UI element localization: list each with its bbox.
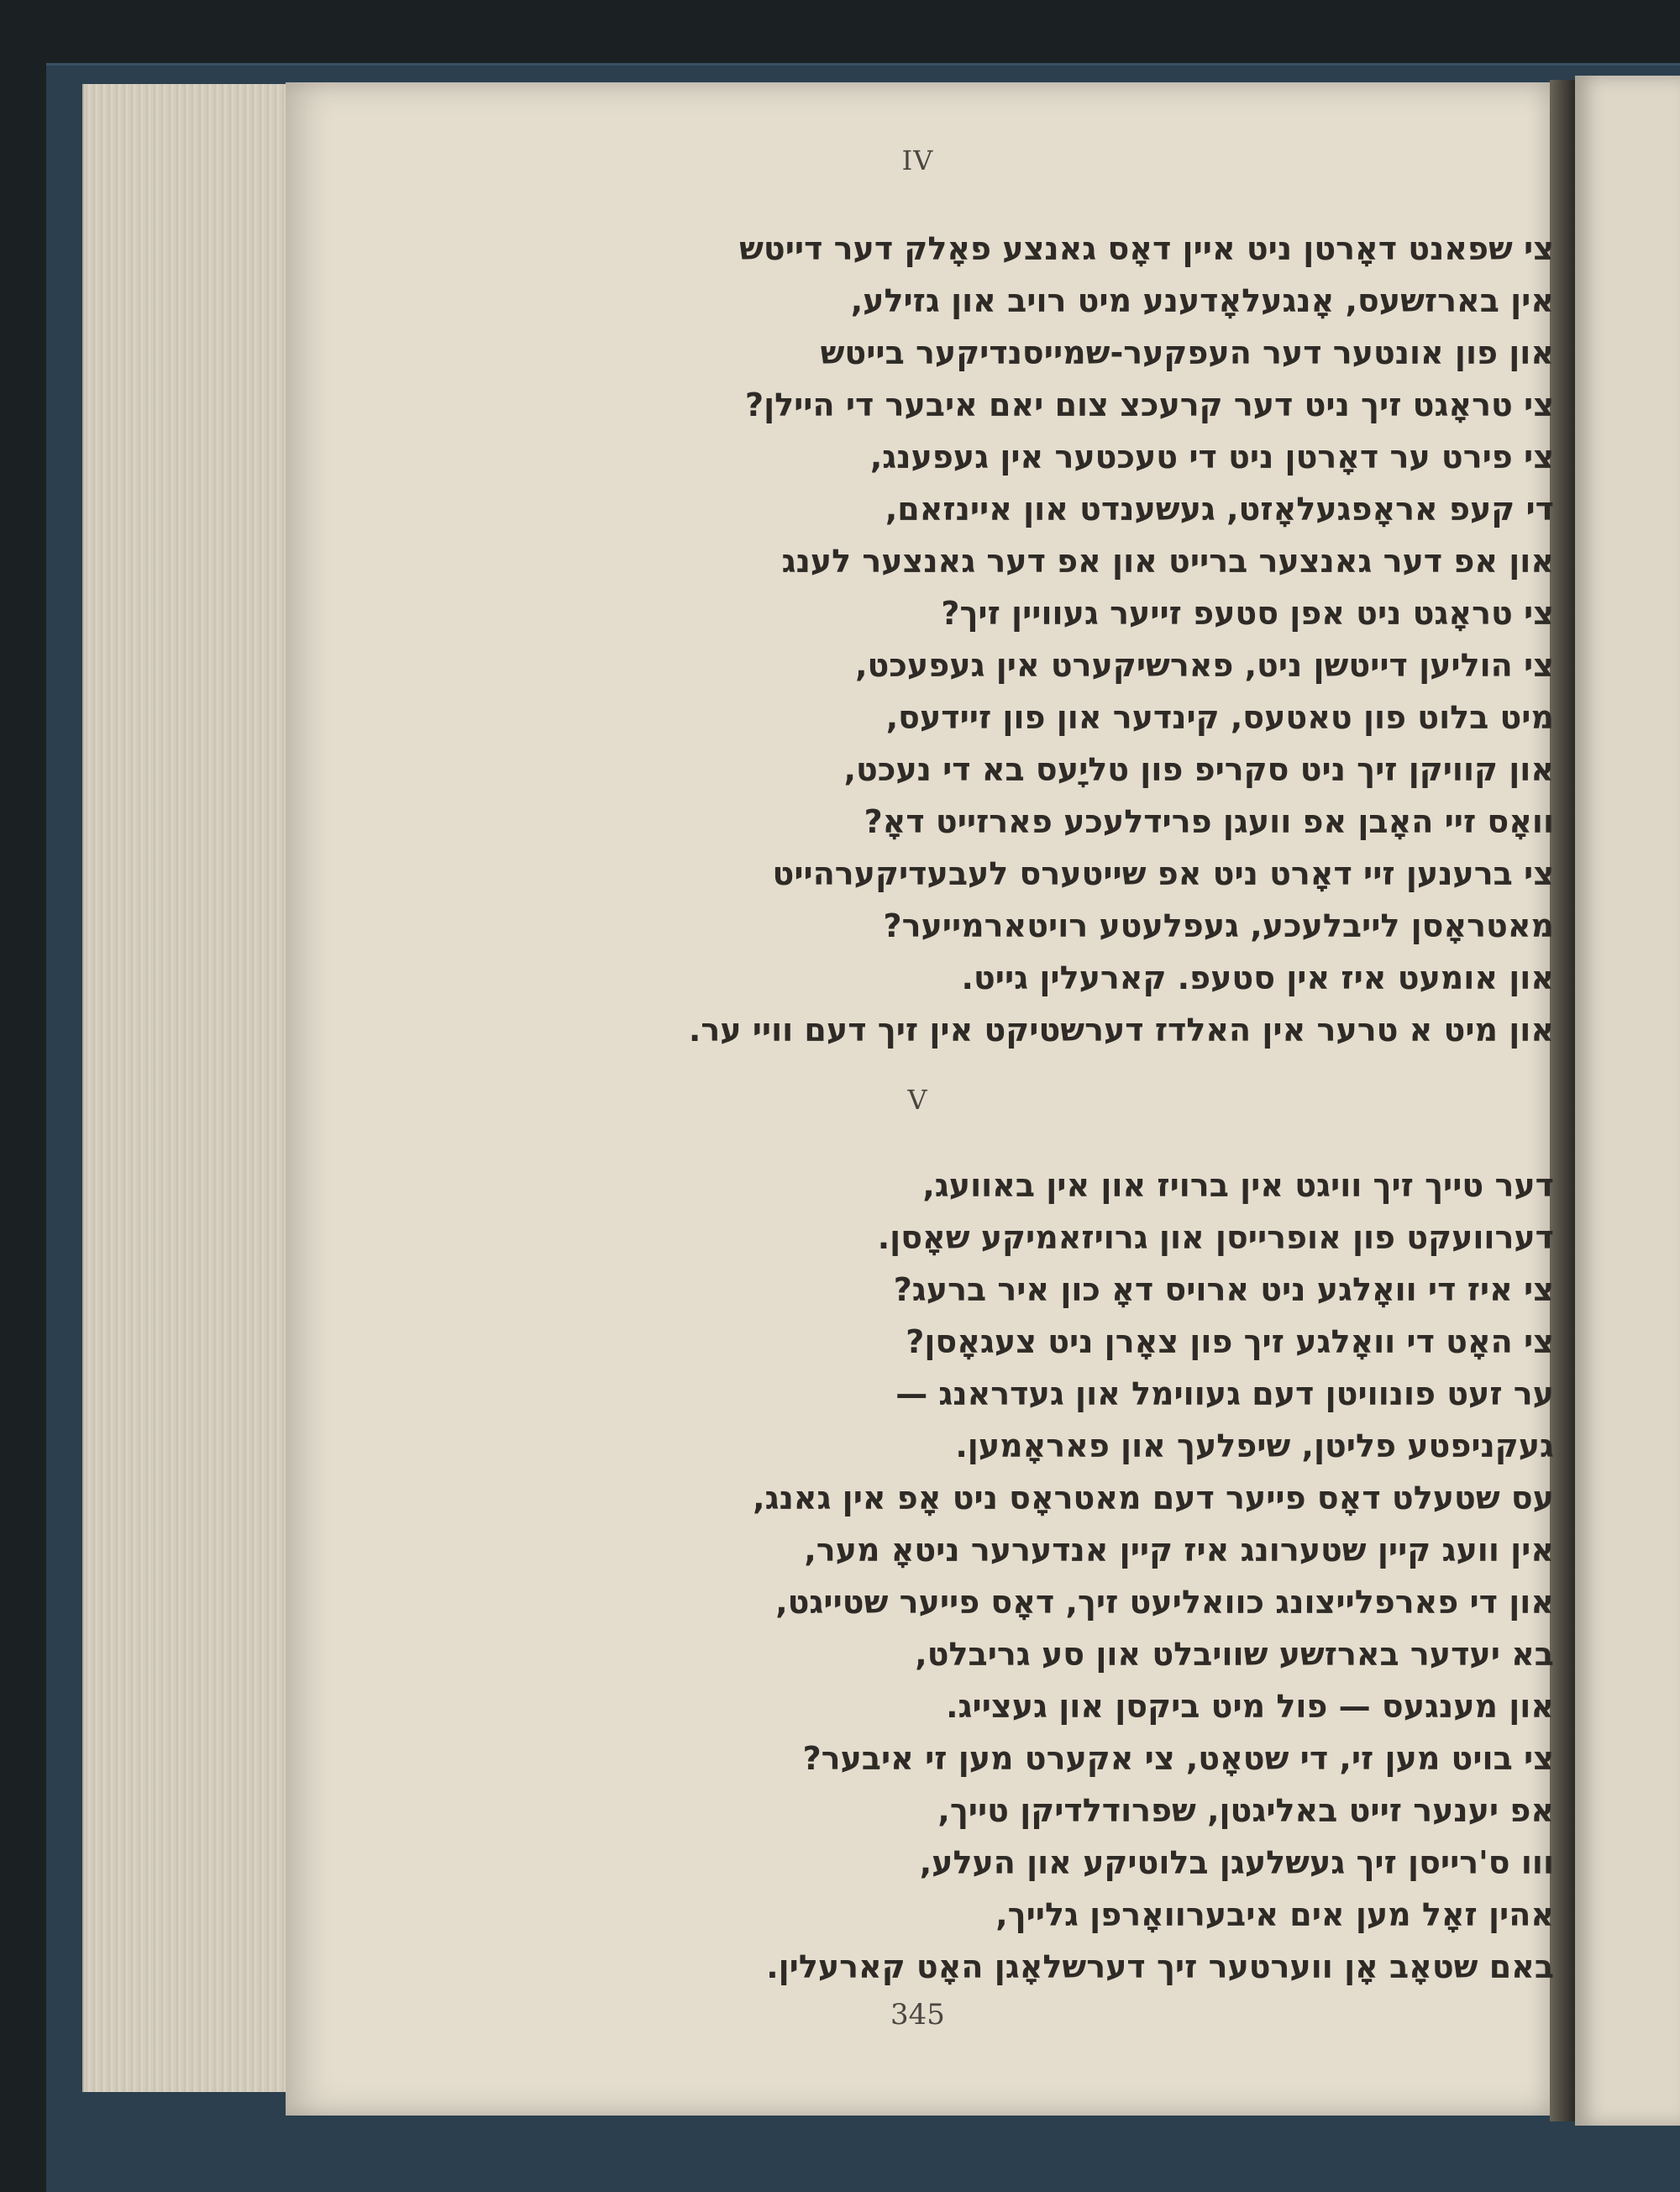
section-heading-iv: IV (901, 145, 934, 176)
poem-line: צי הוליען דייטשן ניט, פארשיקערט אין געפעכט, (855, 647, 1554, 684)
poem-line: צי בויט מען זי, די שטאָט, צי אקערט מען זי איבער? (802, 1740, 1554, 1777)
poem-line: אהין זאָל מען אים איבערוואָרפן גלייך, (995, 1896, 1554, 1933)
facing-page (1575, 76, 1680, 2126)
poem-line: וואָס זיי האָבן אפ וועגן פרידלעכע פארזייט דאָ? (864, 803, 1554, 840)
poem-line: און מענגעס — פול מיט ביקסן און געצייג. (946, 1688, 1554, 1725)
poem-line: און פון אונטער דער העפקער-שמייסנדיקער בייטש (820, 334, 1554, 371)
poem-line: אין וועג קיין שטערונג איז קיין אנדערער ניטאָ מער, (804, 1532, 1554, 1569)
poem-line: בא יעדער בארזשע שוויבלט און סע גריבלט, (915, 1636, 1554, 1673)
poem-line: אין בארזשעס, אָנגעלאָדענע מיט רויב און גזילע, (850, 282, 1554, 319)
poem-line: עס שטעלט דאָס פייער דעם מאטראָס ניט אָפ אין גאנג, (753, 1480, 1554, 1517)
poem-line: ווו ס'רייסן זיך געשלעגן בלוטיקע און העלע, (919, 1844, 1554, 1881)
poem-line: און אומעט איז אין סטעפ. קארעלין גייט. (961, 959, 1554, 996)
poem-line: מאטראָסן לייבלעכע, געפלעטע רויטארמייער? (883, 907, 1554, 944)
poem-line: און אפ דער גאנצער ברייט און אפ דער גאנצער לענג (781, 543, 1554, 580)
poem-line: מיט בלוט פון טאטעס, קינדער און פון זיידעס, (885, 699, 1554, 736)
poem-line: און די פארפלייצונג כוואליעט זיך, דאָס פייער שטייגט, (775, 1584, 1554, 1621)
poem-line: צי טראָגט ניט אפן סטעפ זייער געוויין זיך? (941, 595, 1554, 632)
section-heading-v: V (907, 1084, 928, 1116)
poem-line: און מיט א טרער אין האלדז דערשטיקט אין זיך דעם וויי ער. (688, 1012, 1554, 1049)
poem-line: צי ברענען זיי דאָרט ניט אפ שייטערס לעבעדיקערהייט (772, 855, 1554, 892)
poem-line: ער זעט פונוויטן דעם געווימל און געדראנג — (895, 1375, 1554, 1412)
poem-line: צי פירט ער דאָרטן ניט די טעכטער אין געפענג, (869, 439, 1554, 476)
poem-line: באם שטאָב אָן ווערטער זיך דערשלאָגן האָט קארעלין. (766, 1948, 1554, 1985)
poem-line: אפ יענער זייט באליגטן, שפרודלדיקן טייך, (937, 1792, 1554, 1829)
poem-line: צי איז די וואָלגע ניט ארויס דאָ כון איר ברעג? (893, 1271, 1554, 1308)
poem-line: צי האָט די וואָלגע זיך פון צאָרן ניט צעגאָסן? (906, 1323, 1554, 1360)
poem-section-v (504, 1159, 1554, 1993)
page-number: 345 (890, 1998, 945, 2032)
poem-line: דער טייך זיך וויגט אין ברויז און אין באוועג, (922, 1167, 1554, 1204)
poem-line: צי טראָגט זיך ניט דער קרעכצ צום יאם איבער די היילן? (745, 386, 1554, 423)
poem-line: די קעפ אראָפגעלאָזט, געשענדט און איינזאם, (885, 491, 1554, 528)
poem-line: געקניפטע פליטן, שיפלעך און פאראָמען. (955, 1427, 1554, 1464)
poem-line: און קוויקן זיך ניט סקריפ פון טליָעס בא די נעכט, (843, 751, 1554, 788)
poem-line: דערוועקט פון אופרייסן און גרויזאמיקע שאָסן. (877, 1219, 1554, 1256)
page-edges (82, 84, 290, 2092)
poem-section-iv (504, 223, 1554, 1056)
poem-line: צי שפאנט דאָרטן ניט איין דאָס גאנצע פאָלק דער דייטש (739, 230, 1554, 267)
